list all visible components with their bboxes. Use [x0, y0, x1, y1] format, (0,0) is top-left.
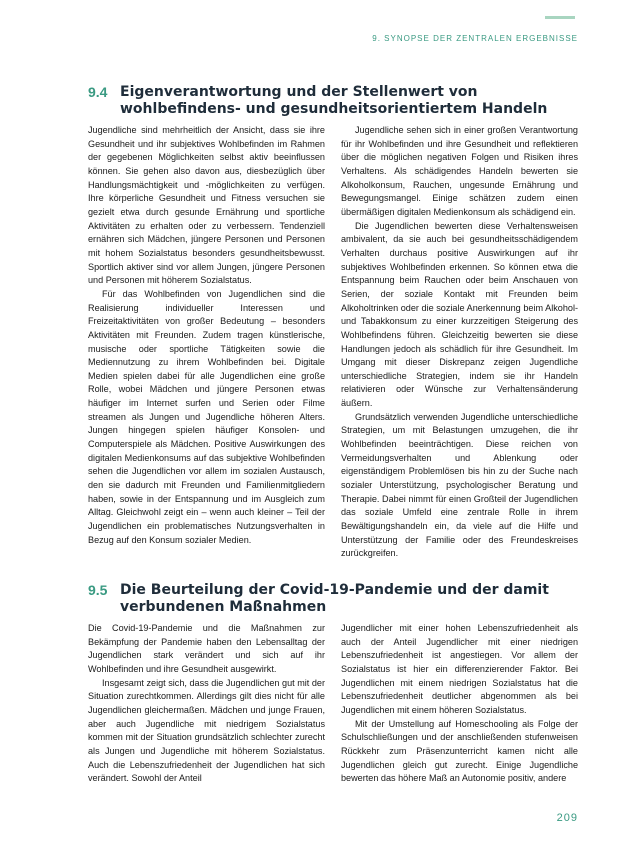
text-column-left	[88, 622, 325, 786]
text-column-right	[341, 622, 578, 786]
paragraph: Jugendliche sehen sich in einer großen Verantwortung für ihr Wohlbefinden und ihre Gesundheit und reflektieren über die möglichen negativen Folgen und Risiken ihres Verhaltens. Als schädigendes Handeln bewerten sie Alkoholkonsum, Rauchen, ungesunde Ernährung und Bewegungsmangel. Einige schätzen zudem einen übermäßigen digitalen Medienkonsum als schädigend ein.	[341, 125, 578, 217]
paragraph: Jugendliche sind mehrheitlich der Ansicht, dass sie ihre Gesundheit und ihr subjektives Wohlbefinden im Rahmen der gegebenen Möglichkeiten selbst aktiv beeinflussen können. Sie gehen also davon aus, diesbezüglich über Handlungsmächtigkeit und -möglichkeiten zu verfügen. Ihre körperliche Gesundheit und Fitness versuchen sie gezielt etwa durch gesunde Ernährung und sportliche Aktivitäten zu erhalten oder zu verbessern. Tendenziell ernähren sich Mädchen, jüngere Personen und Personen mit hohem Sozialstatus besonders gesundheitsbewusst. Sportlich aktiver sind vor allem Jungen, jüngere Personen und Personen mit höherem Sozialstatus.	[88, 125, 325, 286]
section-number: 9.5	[88, 582, 108, 598]
page-number: 209	[556, 812, 578, 824]
text-column-right	[341, 124, 578, 561]
text-column-left	[88, 124, 325, 561]
paragraph: Die Covid-19-Pandemie und die Maßnahmen zur Bekämpfung der Pandemie haben den Lebensalltag der Jugendlichen stark verändert und sich auf ihr Wohlbefinden und ihre Gesundheit ausgewirkt.	[88, 623, 325, 674]
section-body-9-5	[88, 622, 578, 786]
paragraph: Grundsätzlich verwenden Jugendliche unterschiedliche Strategien, um mit Belastungen umzugehen, die ihr Wohlbefinden beeinträchtigen. Diese reichen von Vermeidungsverhalten und Ablenkung oder eigenständigem Problemlösen bis hin zu der Suche nach sozialer Unterstützung, psychologischer Beratung und Therapie. Dabei nimmt für einen Großteil der Jugendlichen das soziale Umfeld eine zentrale Rolle in ihrem Bewältigungshandeln ein, da viele auf die Hilfe und Unterstützung der Familie oder des Freundeskreises zurückgreifen.	[341, 411, 578, 559]
section-title: Die Beurteilung der Covid-19-Pandemie und der damit verbundenen Maßnahmen	[120, 582, 549, 615]
paragraph: Jugendlicher mit einer hohen Lebenszufriedenheit als auch der Anteil Jugendlicher mit einer niedrigen Lebenszufriedenheit ist angestiegen. Vor allem der Sozialstatus ist hier ein differenzierender Faktor. Bei Jugendlichen mit einem niedrigen Sozialstatus hat die Lebenszufriedenheit deutlicher abgenommen als bei Jugendlichen mit einem höheren Sozialstatus.	[341, 623, 578, 715]
paragraph: Insgesamt zeigt sich, dass die Jugendlichen gut mit der Situation zurechtkommen. Allerdings gilt dies nicht für alle Jugendlichen gleichermaßen. Mädchen und junge Frauen, aber auch Jugendliche mit niedrigem Sozialstatus kommen mit der Situation grundsätzlich schlechter zurecht als Jungen und Jugendliche mit höherem Sozialstatus. Auch die Lebenszufriedenheit der Jugendlichen hat sich verändert. Sowohl der Anteil	[88, 677, 325, 784]
section-body-9-4	[88, 124, 578, 561]
top-accent-bar	[545, 16, 575, 19]
paragraph: Für das Wohlbefinden von Jugendlichen sind die Realisierung individueller Interessen und Freizeitaktivitäten von großer Bedeutung – besonders Aktivitäten mit Freunden. Zudem tragen künstlerische, musische oder sportliche Tätigkeiten sowie die Mediennutzung zu ihrem Wohlbefinden bei. Digitale Medien spielen dabei für alle Jugendlichen eine große Rolle, wobei Mädchen und jüngere Personen etwas häufiger im Internet surfen und Serien oder Filme streamen als Jungen und Jugendliche höheren Alters. Jungen hingegen spielen häufiger Konsolen- und Computerspiele als Mädchen. Positive Auswirkungen des digitalen Medienkonsums auf das subjektive Wohlbefinden sehen die Jugendlichen vor allem im sozialen Austausch, den sie dadurch mit Freunden und Familienmitgliedern haben, sowie in der Entspannung und im Ausgleich zum Alltag. Gleichwohl zeigt ein – wenn auch kleiner – Teil der Jugendlichen ein problematisches Nutzungsverhalten in Bezug auf den Konsum sozialer Medien.	[88, 288, 325, 545]
running-head: 9. SYNOPSE DER ZENTRALEN ERGEBNISSE	[372, 34, 578, 43]
paragraph: Mit der Umstellung auf Homeschooling als Folge der Schulschließungen und der anschließenden stufenweisen Rückkehr zum Präsenzunterricht kamen nicht alle Jugendlichen gleich gut zurecht. Einige Jugendliche bewerten das höhere Maß an Autonomie positiv, andere	[341, 718, 578, 784]
section-number: 9.4	[88, 84, 108, 100]
section-title: Eigenverantwortung und der Stellenwert von wohlbefindens- und gesundheitsorientiertem Handeln	[120, 84, 548, 117]
paragraph: Die Jugendlichen bewerten diese Verhaltensweisen ambivalent, da sie auch bei gesundheitsschädigendem Verhalten durchaus positive Auswirkungen auf ihr subjektives Wohlbefinden erkennen. So können etwa die Entspannung beim Rauchen oder beim Anschauen von Serien, der soziale Kontakt mit Freunden beim Alkoholtrinken oder die soziale Anerkennung beim Alkohol- und Tabakkonsum zu einer kurzzeitigen Steigerung des Wohlbefindens führen. Gleichzeitig bewerten sie diese Handlungen jedoch als schädlich für ihre Gesundheit. Im Umgang mit dieser Diskrepanz zeigen Jugendliche unterschiedliche Strategien, indem sie ihr Handeln relativieren oder Wünsche zur Verhaltensänderung äußern.	[341, 220, 578, 409]
